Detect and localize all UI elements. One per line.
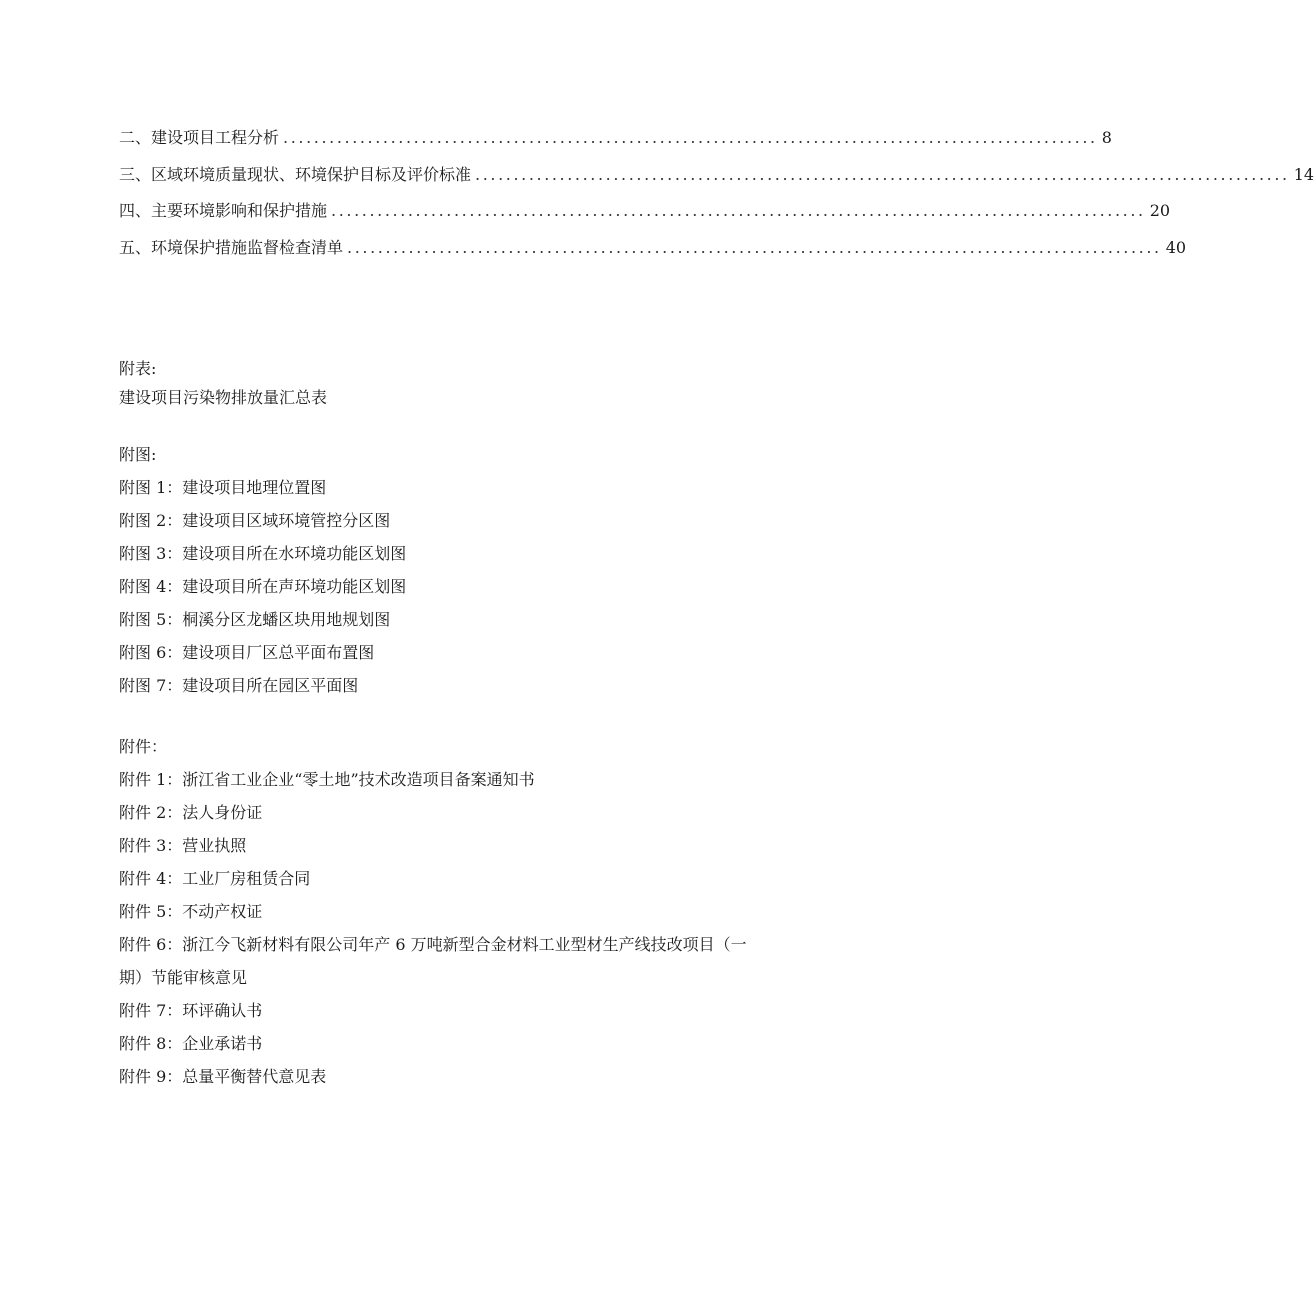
toc-entry-page: 14 [1293, 164, 1314, 184]
toc-entry[interactable] [119, 200, 1171, 237]
attachment-item: 附件 4：工业厂房租赁合同 [119, 869, 311, 888]
figure-item: 附图 2：建设项目区域环境管控分区图 [119, 511, 391, 530]
toc-entry-page: 8 [1101, 128, 1112, 147]
attachment-item: 附件 3：营业执照 [119, 836, 247, 855]
attachment-item: 附件 1：浙江省工业企业“零土地”技术改造项目备案通知书 [119, 770, 535, 789]
attachments-heading: 附件： [119, 737, 168, 756]
attachment-item: 附件 7：环评确认书 [119, 1001, 263, 1020]
attachment-item: 附件 8：企业承诺书 [119, 1034, 263, 1053]
figure-item: 附图 3：建设项目所在水环境功能区划图 [119, 544, 407, 563]
toc-entry[interactable] [119, 164, 1314, 201]
figure-item: 附图 7：建设项目所在园区平面图 [119, 676, 359, 695]
toc-entry-title: 四、主要环境影响和保护措施 [119, 201, 328, 220]
tables-heading: 附表: [119, 359, 157, 378]
figure-item: 附图 5：桐溪分区龙蟠区块用地规划图 [119, 610, 391, 629]
toc-leader-dots: .......................................................................................................... [475, 164, 1290, 184]
attachment-item: 附件 2：法人身份证 [119, 803, 263, 822]
figures-heading: 附图: [119, 445, 157, 464]
toc-entry-page: 20 [1149, 201, 1171, 220]
toc-leader-dots: .......................................................................................................... [283, 128, 1098, 147]
figure-item: 附图 1：建设项目地理位置图 [119, 478, 327, 497]
attachments-list [119, 769, 747, 1099]
toc-entry-title: 五、环境保护措施监督检查清单 [119, 237, 344, 257]
attachment-item-continued: 期）节能审核意见 [119, 968, 248, 987]
toc-entry-title: 三、区域环境质量现状、环境保护目标及评价标准 [119, 164, 472, 184]
table-item: 建设项目污染物排放量汇总表 [119, 388, 328, 407]
toc-entry[interactable] [119, 127, 1112, 164]
toc-leader-dots: .......................................................................................................... [347, 237, 1162, 257]
figures-list [119, 477, 406, 708]
toc-entry-page: 40 [1165, 237, 1187, 257]
figure-item: 附图 4：建设项目所在声环境功能区划图 [119, 577, 407, 596]
toc-leader-dots: .......................................................................................................... [331, 201, 1146, 220]
attachment-item: 附件 6：浙江今飞新材料有限公司年产 6 万吨新型合金材料工业型材生产线技改项目（一 [119, 935, 747, 954]
attachment-item: 附件 9：总量平衡替代意见表 [119, 1067, 327, 1086]
toc-entry[interactable] [119, 237, 1187, 274]
toc-entry-title: 二、建设项目工程分析 [119, 128, 280, 147]
figure-item: 附图 6：建设项目厂区总平面布置图 [119, 643, 375, 662]
attachment-item: 附件 5：不动产权证 [119, 902, 263, 921]
table-of-contents [119, 127, 1314, 273]
